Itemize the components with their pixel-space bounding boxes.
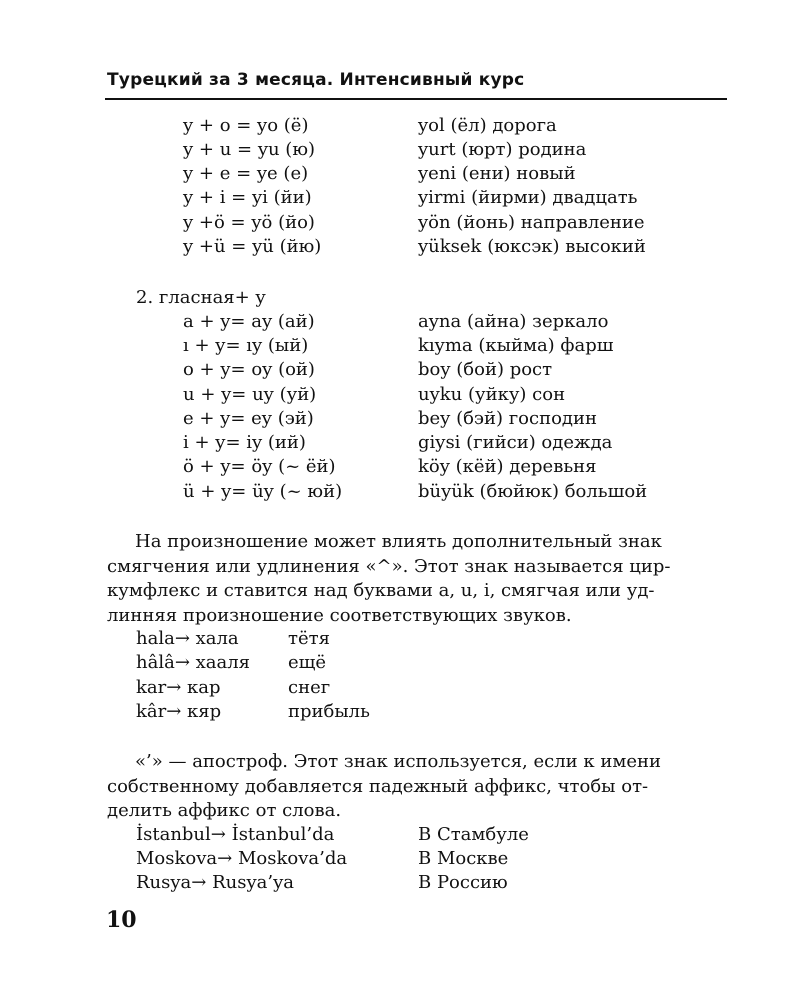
combo-example: boy (бой) рост <box>418 359 553 380</box>
combo-formula: y +ö = yö (йо) <box>183 212 315 233</box>
paragraph-line: делить аффикс от слова. <box>107 800 342 821</box>
combo-formula: y + i = yi (йи) <box>183 187 312 208</box>
combo-example: uyku (уйку) сон <box>418 384 566 405</box>
example-word: Moskova→ Moskova’da <box>136 848 348 869</box>
combo-example: yirmi (йирми) двадцать <box>418 187 638 208</box>
example-meaning: В Стамбуле <box>418 824 529 845</box>
combo-formula: y + u = yu (ю) <box>183 139 316 160</box>
combo-formula: a + y= ay (ай) <box>183 311 315 332</box>
combo-example: ayna (айна) зеркало <box>418 311 609 332</box>
combo-formula: o + y= oy (ой) <box>183 359 315 380</box>
combo-formula: i + y= iy (ий) <box>183 432 306 453</box>
combo-example: yol (ёл) дорога <box>418 115 557 136</box>
example-word: kar→ кар <box>136 677 221 698</box>
example-meaning: снег <box>288 677 331 698</box>
example-word: İstanbul→ İstanbul’da <box>136 824 335 845</box>
combo-example: yön (йонь) направление <box>418 212 645 233</box>
combo-example: yüksek (юксэк) высокий <box>418 236 646 257</box>
apostrophe-paragraph <box>107 750 727 824</box>
combo-formula: y + o = yo (ё) <box>183 115 309 136</box>
combo-example: köy (кёй) деревьня <box>418 456 597 477</box>
combo-formula: ı + y= ıy (ый) <box>183 335 309 356</box>
example-meaning: прибыль <box>288 701 370 722</box>
page-number: 10 <box>106 907 137 933</box>
header-rule <box>105 98 727 100</box>
paragraph-line: На произношение может влиять дополнительный знак <box>135 531 662 552</box>
circumflex-paragraph <box>107 530 727 628</box>
combo-example: yeni (ени) новый <box>418 163 576 184</box>
paragraph-line: смягчения или удлинения «^». Этот знак называется цир- <box>107 555 671 577</box>
example-meaning: В Россию <box>418 872 508 893</box>
section-heading: 2. гласная+ y <box>136 287 266 308</box>
paragraph-line: «’» — апостроф. Этот знак используется, если к имени <box>135 751 661 772</box>
combo-formula: u + y= uy (уй) <box>183 384 317 405</box>
example-meaning: ещё <box>288 652 327 673</box>
combo-example: yurt (юрт) родина <box>418 139 587 160</box>
example-meaning: В Москве <box>418 848 509 869</box>
combo-formula: y +ü = yü (йю) <box>183 236 322 257</box>
example-word: hala→ хала <box>136 628 239 649</box>
combo-example: bey (бэй) господин <box>418 408 598 429</box>
example-word: Rusya→ Rusya’ya <box>136 872 294 893</box>
paragraph-line: кумфлекс и ставится над буквами a, u, i, смягчая или уд- <box>107 580 655 601</box>
combo-example: giysi (гийси) одежда <box>418 432 613 453</box>
combo-example: kıyma (кыйма) фарш <box>418 335 614 356</box>
combo-example: büyük (бюйюк) большой <box>418 481 648 502</box>
example-word: kâr→ кяр <box>136 701 222 722</box>
example-meaning: тётя <box>288 628 330 649</box>
running-header: Турецкий за 3 месяца. Интенсивный курс <box>107 70 525 90</box>
example-word: hâlâ→ хааля <box>136 652 251 673</box>
combo-formula: e + y= ey (эй) <box>183 408 314 429</box>
combo-formula: y + e = ye (е) <box>183 163 309 184</box>
combo-formula: ü + y= üy (~ юй) <box>183 481 343 502</box>
combo-formula: ö + y= öy (~ ёй) <box>183 456 336 477</box>
paragraph-line: собственному добавляется падежный аффикс, чтобы от- <box>107 775 649 797</box>
paragraph-line: линняя произношение соответствующих звуков. <box>107 604 572 626</box>
